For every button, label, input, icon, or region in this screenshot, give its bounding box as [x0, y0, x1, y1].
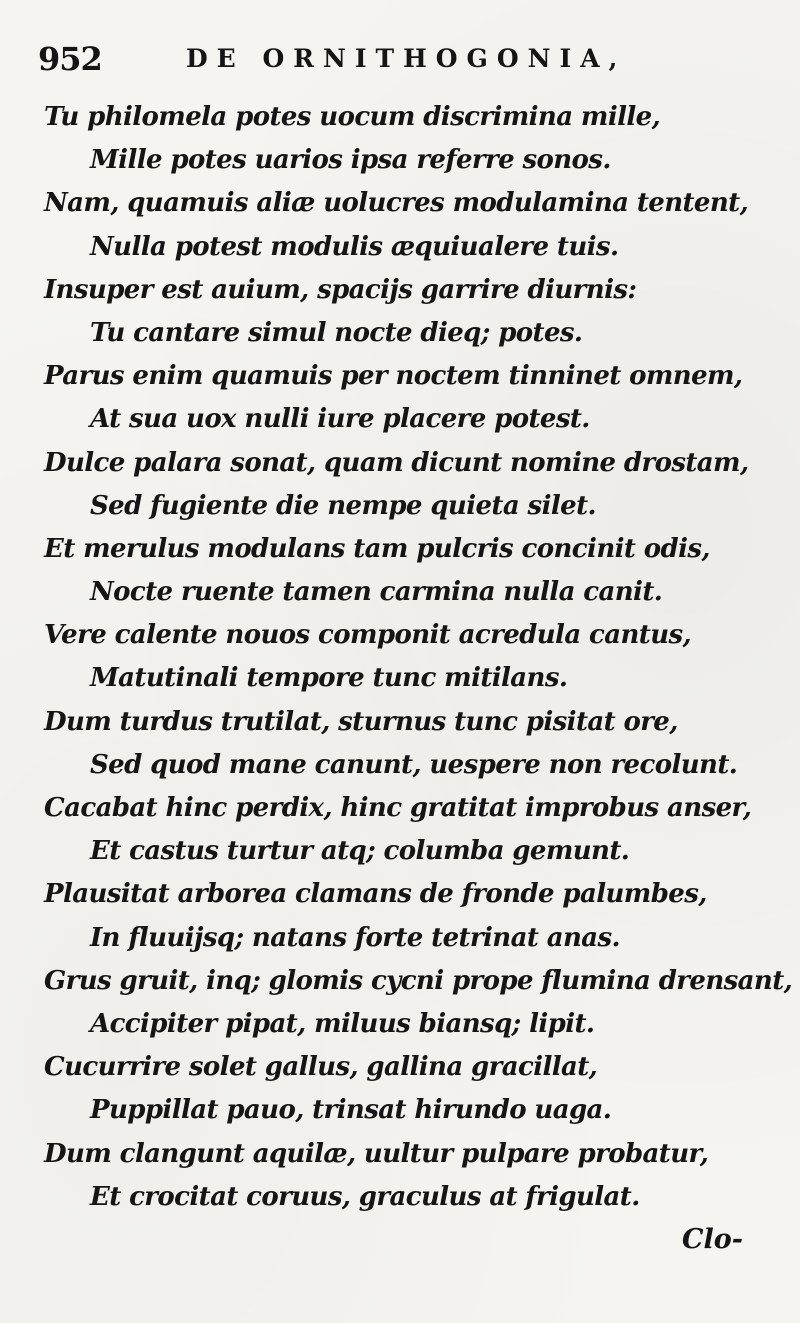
verse-line: Mille potes uarios ipsa referre sonos. — [90, 145, 611, 176]
verse-line: Nocte ruente tamen carmina nulla canit. — [90, 577, 663, 608]
verse-line: Vere calente nouos componit acredula cantus, — [44, 620, 692, 651]
verse-line: At sua uox nulli iure placere potest. — [90, 404, 590, 435]
page-header — [38, 40, 628, 84]
verse-line: Puppillat pauo, trinsat hirundo uaga. — [90, 1095, 612, 1126]
page-number: 952 — [38, 40, 102, 78]
verse-line: Nulla potest modulis æquiualere tuis. — [90, 231, 619, 262]
verse-line: Et merulus modulans tam pulcris concinit odis, — [44, 533, 710, 564]
verse-line: Et castus turtur atq; columba gemunt. — [90, 836, 630, 867]
verse-line: In fluuijsq; natans forte tetrinat anas. — [90, 922, 620, 953]
poem-text — [44, 96, 793, 1219]
verse-line: Matutinali tempore tunc mitilans. — [90, 663, 568, 694]
verse-line: Sed quod mane canunt, uespere non recolunt. — [90, 749, 738, 780]
verse-line: Dulce palara sonat, quam dicunt nomine drostam, — [44, 447, 749, 478]
verse-line: Nam, quamuis aliæ uolucres modulamina tentent, — [44, 188, 749, 219]
running-head: DE ORNITHOGONIA, — [186, 44, 627, 73]
verse-line: Dum clangunt aquilæ, uultur pulpare probatur, — [44, 1138, 709, 1169]
verse-line: Plausitat arborea clamans de fronde palumbes, — [44, 879, 707, 910]
verse-line: Cacabat hinc perdix, hinc gratitat improbus anser, — [44, 793, 752, 823]
verse-line: Grus gruit, inq; glomis cycni prope flumina drensant, — [44, 965, 793, 996]
verse-line: Dum turdus trutilat, sturnus tunc pisitat ore, — [44, 706, 678, 737]
verse-line: Cucurrire solet gallus, gallina gracillat, — [44, 1052, 598, 1083]
verse-line: Tu cantare simul nocte dieq; potes. — [90, 317, 583, 348]
catchword: Clo- — [682, 1224, 743, 1255]
verse-line: Insuper est auium, spacijs garrire diurnis: — [44, 274, 637, 305]
verse-line: Parus enim quamuis per noctem tinninet omnem, — [44, 361, 743, 392]
verse-line: Sed fugiente die nempe quieta silet. — [90, 490, 596, 521]
verse-line: Et crocitat coruus, graculus at frigulat. — [90, 1181, 640, 1212]
verse-line: Accipiter pipat, miluus biansq; lipit. — [90, 1008, 595, 1039]
verse-line: Tu philomela potes uocum discrimina mille, — [44, 102, 661, 132]
